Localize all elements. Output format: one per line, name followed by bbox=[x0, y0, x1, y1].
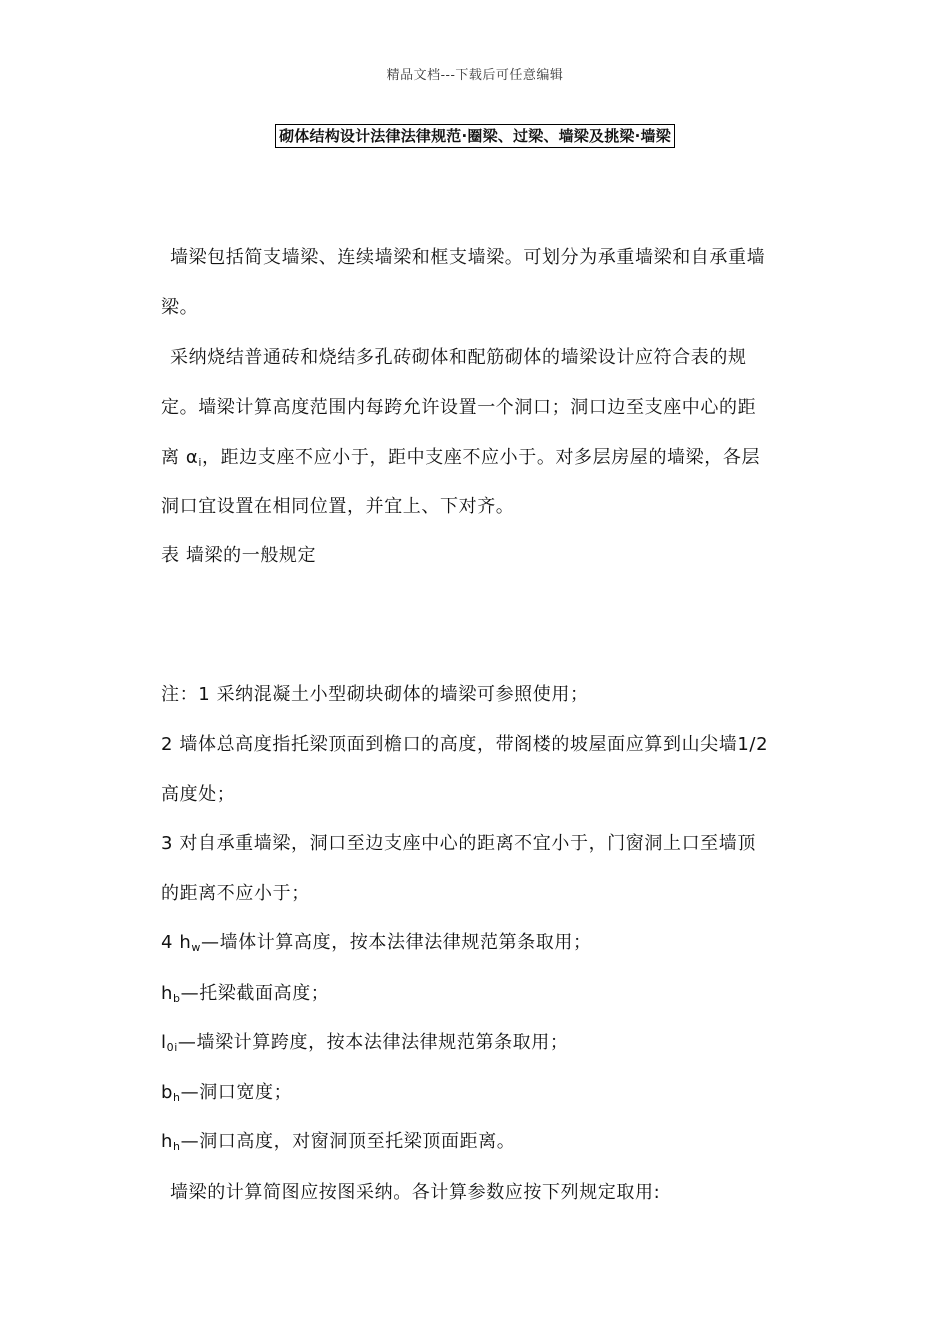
bh-subscript: h bbox=[173, 1091, 181, 1104]
paragraph-1-line-2: 梁。 bbox=[161, 297, 199, 318]
hw-subscript: w bbox=[191, 941, 201, 954]
note-hb bbox=[161, 982, 801, 1011]
paragraph-1-line-1: 墙梁包括简支墙梁、连续墙梁和框支墙梁。可划分为承重墙梁和自承重墙 bbox=[170, 247, 766, 268]
header-note: 精品文档---下载后可任意编辑 bbox=[386, 68, 564, 83]
table-caption: 表 墙梁的一般规定 bbox=[161, 545, 317, 566]
hb-text: —托梁截面高度； bbox=[180, 983, 330, 1004]
note-2-line-1: 2 墙体总高度指托梁顶面到檐口的高度，带阁楼的坡屋面应算到山尖墙1/2 bbox=[161, 734, 769, 755]
bh-text: —洞口宽度； bbox=[180, 1082, 293, 1103]
note-l0 bbox=[161, 1031, 801, 1060]
hh-symbol: h bbox=[161, 1131, 174, 1152]
closing-paragraph: 墙梁的计算简图应按图采纳。各计算参数应按下列规定取用: bbox=[170, 1182, 661, 1203]
hb-subscript: b bbox=[173, 992, 181, 1005]
alpha-subscript: i bbox=[198, 456, 203, 469]
note-4 bbox=[161, 931, 801, 960]
paragraph-2-line-3 bbox=[161, 446, 801, 475]
note-hh bbox=[161, 1130, 801, 1159]
hh-text: —洞口高度，对窗洞顶至托梁顶面距离。 bbox=[180, 1131, 516, 1152]
note-3-line-2: 的距离不应小于； bbox=[161, 883, 310, 904]
bh-symbol: b bbox=[161, 1082, 174, 1103]
note-3-line-1: 3 对自承重墙梁，洞口至边支座中心的距离不宜小于，门窗洞上口至墙顶 bbox=[161, 833, 756, 854]
l0-subscript: 0i bbox=[166, 1041, 178, 1054]
l0-text: —墙梁计算跨度，按本法律法律规范第条取用； bbox=[177, 1032, 569, 1053]
document-title: 砌体结构设计法律法律规范·圈梁、过梁、墙梁及挑梁·墙梁 bbox=[275, 124, 675, 148]
paragraph-2-line-3-text: ，距边支座不应小于，距中支座不应小于。对多层房屋的墙梁，各层 bbox=[202, 447, 761, 468]
hw-symbol: 4 h bbox=[161, 932, 192, 953]
note-2-line-2: 高度处； bbox=[161, 784, 236, 805]
paragraph-2-line-1: 采纳烧结普通砖和烧结多孔砖砌体和配筋砌体的墙梁设计应符合表的规 bbox=[170, 347, 747, 368]
l0-symbol: l bbox=[161, 1032, 167, 1053]
hb-symbol: h bbox=[161, 983, 174, 1004]
note-bh bbox=[161, 1081, 801, 1110]
paragraph-2-line-2: 定。墙梁计算高度范围内每跨允许设置一个洞口；洞口边至支座中心的距 bbox=[161, 397, 757, 418]
hw-text: —墙体计算高度，按本法律法律规范第条取用； bbox=[201, 932, 592, 953]
title-container bbox=[0, 124, 950, 148]
paragraph-2-line-4: 洞口宜设置在相同位置，并宜上、下对齐。 bbox=[161, 496, 515, 517]
hh-subscript: h bbox=[173, 1140, 181, 1153]
note-1: 注：1 采纳混凝土小型砌块砌体的墙梁可参照使用； bbox=[161, 684, 589, 705]
alpha-symbol: 离 α bbox=[161, 447, 199, 468]
